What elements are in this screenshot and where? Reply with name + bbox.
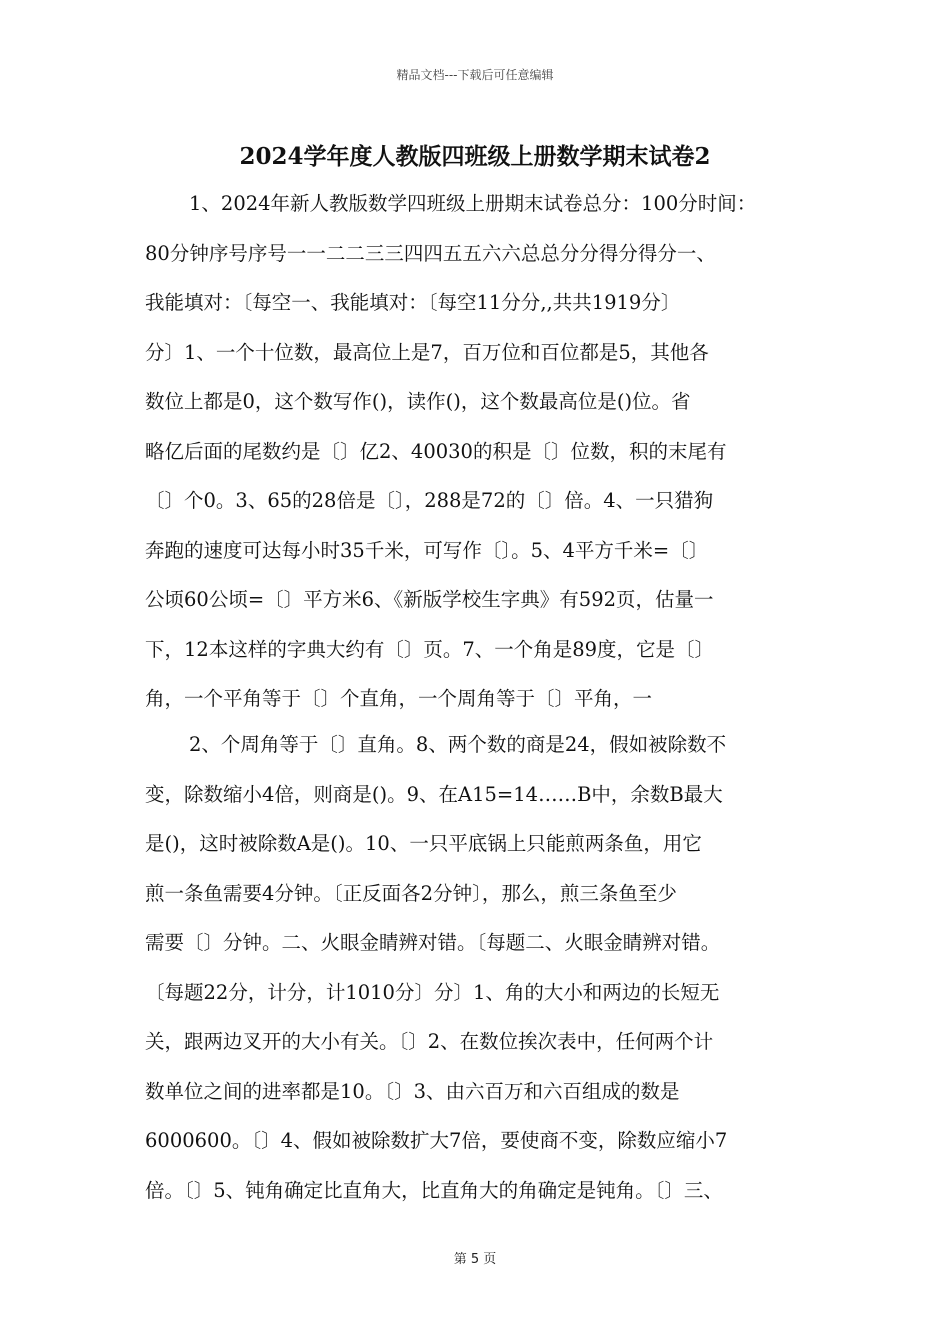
paragraph-1 <box>145 179 821 724</box>
text-line: 变，除数缩小4倍，则商是()。9、在A15=14……B中，余数B最大 <box>145 782 723 806</box>
text-line: 分〕1、一个十位数，最高位上是7，百万位和百位都是5，其他各 <box>145 340 709 364</box>
text-line: 数位上都是0，这个数写作()，读作()，这个数最高位是()位。省 <box>145 390 691 413</box>
text-line: 煎一条鱼需要4分钟。〔正反面各2分钟〕，那么，煎三条鱼至少 <box>145 881 677 905</box>
text-line: 〔每题22分，计分，计1010分〕分〕1、角的大小和两边的长短无 <box>145 980 720 1004</box>
text-line: 〔〕个0。3、65的28倍是〔〕，288是72的〔〕倍。4、一只猎狗 <box>145 489 714 512</box>
text-line: 我能填对：〔每空一、我能填对：〔每空11分分,,共共1919分〕 <box>145 291 681 314</box>
text-line: 需要〔〕分钟。二、火眼金睛辨对错。〔每题二、火眼金睛辨对错。 <box>145 931 721 954</box>
text-line: 略亿后面的尾数约是〔〕亿2、40030的积是〔〕位数，积的末尾有 <box>145 439 727 463</box>
paragraph-2 <box>145 720 821 1215</box>
text-line: 关，跟两边叉开的大小有关。〔〕2、在数位挨次表中，任何两个计 <box>145 1030 714 1053</box>
text-line: 公顷60公顷=〔〕平方米6、《新版学校生字典》有592页，估量一 <box>145 588 714 611</box>
page-header: 精品文档---下载后可任意编辑 <box>396 68 554 82</box>
text-line: 角，一个平角等于〔〕个直角，一个周角等于〔〕平角，一 <box>145 687 653 710</box>
document-title: 2024学年度人教版四班级上册数学期末试卷2 <box>239 143 711 170</box>
text-line: 6000600。〔〕4、假如被除数扩大7倍，要使商不变，除数应缩小7 <box>145 1129 728 1152</box>
text-line: 数单位之间的进率都是10。〔〕3、由六百万和六百组成的数是 <box>145 1079 680 1103</box>
text-line: 2、个周角等于〔〕直角。8、两个数的商是24，假如被除数不 <box>189 733 727 756</box>
page-number: 第 5 页 <box>453 1252 497 1267</box>
text-line: 倍。〔〕5、钝角确定比直角大，比直角大的角确定是钝角。〔〕三、 <box>145 1178 723 1202</box>
text-line: 下，12本这样的字典大约有〔〕页。7、一个角是89度，它是〔〕 <box>145 637 715 661</box>
text-line: 是()，这时被除数A是()。10、一只平底锅上只能煎两条鱼，用它 <box>145 832 702 855</box>
text-line: 1、2024年新人教版数学四班级上册期末试卷总分：100分时间： <box>189 192 757 215</box>
text-line: 奔跑的速度可达每小时35千米，可写作〔〕。5、4平方千米=〔〕 <box>145 538 709 562</box>
text-line: 80分钟序号序号一一二二三三四四五五六六总总分分得分得分一、 <box>145 241 716 265</box>
